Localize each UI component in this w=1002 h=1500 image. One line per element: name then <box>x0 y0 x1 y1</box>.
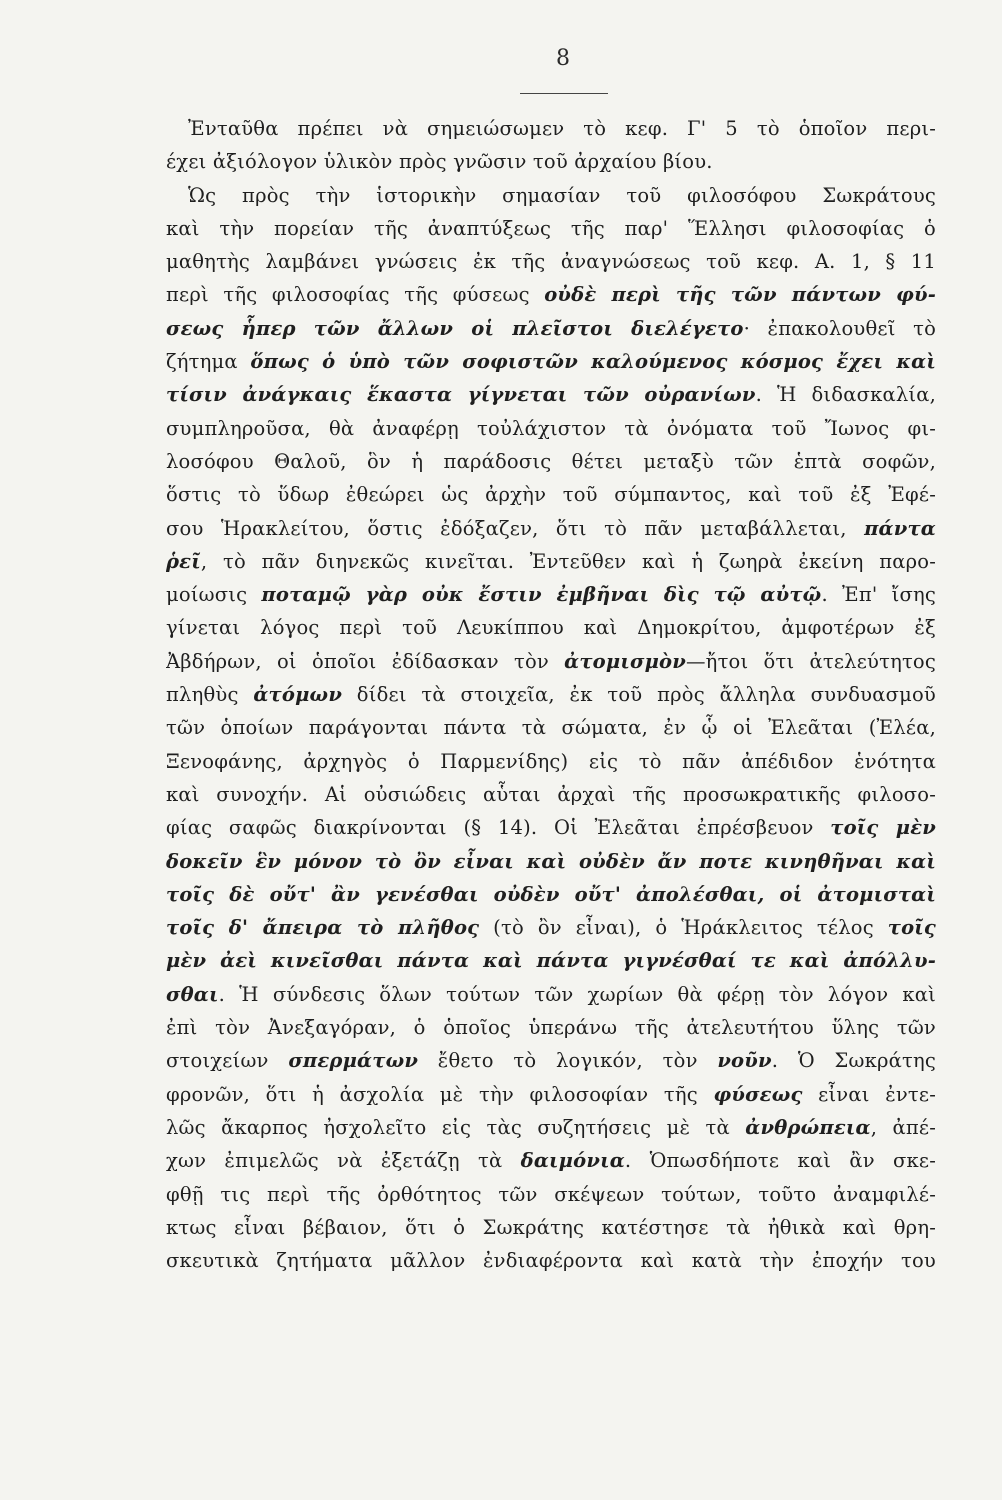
text-line: φθῇ τις περὶ τῆς ὀρθότητος τῶν σκέψεων τούτων, τοῦτο ἀναμφιλέ- <box>166 1182 936 1206</box>
text-line <box>166 545 936 578</box>
text-run: . Ἡ διδασκαλία, <box>755 383 936 407</box>
emphasis-text: τοῖς μὲν <box>830 816 936 840</box>
text-line: καὶ συνοχήν. Αἱ οὐσιώδεις αὗται ἀρχαὶ τῆς προσωκρατικῆς φιλοσο- <box>166 782 936 806</box>
text-line <box>166 645 936 678</box>
text-run: , τὸ πᾶν διηνεκῶς κινεῖται. Ἐντεῦθεν καὶ ἡ ζωηρὰ ἐκείνη παρο- <box>200 549 936 573</box>
emphasis-text: ῥεῖ <box>166 549 201 573</box>
emphasis-text: ἀνθρώπεια <box>745 1115 871 1139</box>
page-number: 8 <box>556 46 570 71</box>
emphasis-text: ἀτόμων <box>253 683 343 707</box>
text-run: ἔθετο τὸ λογικόν, τὸν <box>418 1049 718 1073</box>
text-line: λοσόφου Θαλοῦ, ὃν ἡ παράδοσις θέτει μεταξὺ τῶν ἑπτὰ σοφῶν, <box>166 449 936 473</box>
text-run: σου Ἡρακλείτου, ὅστις ἐδόξαζεν, ὅτι τὸ πᾶν μεταβάλλεται, <box>166 516 865 540</box>
emphasis-text: τοῖς δὲ οὔτ' ἂν γενέσθαι οὐδὲν οὔτ' ἀπολέσθαι, οἱ ἀτομισταὶ <box>166 882 936 906</box>
text-run: εἶναι ἐντε- <box>802 1082 936 1106</box>
text-run: · ἐπακολουθεῖ τὸ <box>743 316 936 340</box>
text-line <box>166 378 936 411</box>
text-line <box>166 278 936 311</box>
text-run: φίας σαφῶς διακρίνονται (§ 14). Οἱ Ἐλεᾶται ἐπρέσβευον <box>166 816 831 840</box>
text-line <box>166 911 936 944</box>
emphasis-text: τοῖς δ' ἄπειρα τὸ πλῆθος <box>166 916 480 940</box>
text-line: έχει ἀξιόλογον ὑλικὸν πρὸς γνῶσιν τοῦ ἀρχαίου βίου. <box>166 150 713 174</box>
text-line <box>166 978 936 1011</box>
text-line <box>166 512 936 545</box>
text-run: δίδει τὰ στοιχεῖα, ἐκ τοῦ πρὸς ἄλληλα συνδυασμοῦ <box>342 683 936 707</box>
text-run: . Ὁπωσδήποτε καὶ ἂν σκε- <box>624 1149 936 1173</box>
text-line <box>166 578 936 611</box>
emphasis-text: φύσεως <box>713 1082 803 1106</box>
text-line: κτως εἶναι βέβαιον, ὅτι ὁ Σωκράτης κατέστησε τὰ ἠθικὰ καὶ θρη- <box>166 1215 936 1239</box>
emphasis-text: σθαι <box>166 982 219 1006</box>
text-line <box>166 1044 936 1077</box>
text-line: συμπληροῦσα, θὰ ἀναφέρῃ τοὐλάχιστον τὰ ὀνόματα τοῦ Ἴωνος φι- <box>166 416 936 440</box>
text-run: μοίωσις <box>166 583 262 607</box>
text-line <box>166 678 936 711</box>
text-run: (τὸ ὂν εἶναι), ὁ Ἡράκλειτος τέλος <box>479 916 888 940</box>
text-line: μαθητὴς λαμβάνει γνώσεις ἐκ τῆς ἀναγνώσεως τοῦ κεφ. Α. 1, § 11 <box>166 250 936 274</box>
text-run: Ἀβδήρων, οἱ ὁποῖοι ἐδίδασκαν τὸν <box>166 649 565 673</box>
text-line: ἐπὶ τὸν Ἀνεξαγόραν, ὁ ὁποῖος ὑπεράνω τῆς ἀτελευτήτου ὕλης τῶν <box>166 1016 936 1040</box>
text-run: . Ὁ Σωκράτης <box>771 1049 936 1073</box>
text-run: φρονῶν, ὅτι ἡ ἀσχολία μὲ τὴν φιλοσοφίαν τῆς <box>166 1082 714 1106</box>
emphasis-text: τίσιν ἀνάγκαις ἕκαστα γίγνεται τῶν οὐρανίων <box>166 383 756 407</box>
text-line: καὶ τὴν πορείαν τῆς ἀναπτύξεως τῆς παρ' Ἕλλησι φιλοσοφίας ὁ <box>166 216 936 240</box>
emphasis-text: ἀτομισμὸν <box>564 649 686 673</box>
page-number-rule <box>520 93 608 94</box>
text-run: , ἀπέ- <box>870 1115 936 1139</box>
text-line <box>166 944 936 977</box>
text-line <box>166 1111 936 1144</box>
text-line <box>166 345 936 378</box>
text-line: ὅστις τὸ ὕδωρ ἐθεώρει ὡς ἀρχὴν τοῦ σύμπαντος, καὶ τοῦ ἐξ Ἐφέ- <box>166 483 936 507</box>
text-line <box>166 1078 936 1111</box>
emphasis-text: οὐδὲ περὶ τῆς τῶν πάντων φύ- <box>544 283 936 307</box>
emphasis-text: ὅπως ὁ ὑπὸ τῶν σοφιστῶν καλούμενος κόσμος ἔχει καὶ <box>250 350 936 374</box>
text-line: Ἐνταῦθα πρέπει νὰ σημειώσωμεν τὸ κεφ. Γ' 5 τὸ ὁποῖον περι- <box>188 117 936 140</box>
emphasis-text: μὲν ἀεὶ κινεῖσθαι πάντα καὶ πάντα γιγνέσθαί τε καὶ ἀπόλλυ- <box>166 949 936 973</box>
text-line <box>166 878 936 911</box>
text-run: ζήτημα <box>166 350 251 374</box>
text-line: Ξενοφάνης, ἀρχηγὸς ὁ Παρμενίδης) εἰς τὸ πᾶν ἀπέδιδον ἑνότητα <box>166 749 936 773</box>
body-text <box>166 112 936 1277</box>
text-line <box>166 312 936 345</box>
text-run: —ἤτοι ὅτι ἀτελεύτητος <box>685 649 936 673</box>
text-line <box>166 811 936 844</box>
emphasis-text: πάντα <box>864 516 936 540</box>
text-line <box>166 1144 936 1177</box>
text-run: χων ἐπιμελῶς νὰ ἐξετάζῃ τὰ <box>166 1149 521 1173</box>
text-line <box>166 845 936 878</box>
emphasis-text: ποταμῷ γὰρ οὐκ ἔστιν ἐμβῆναι δὶς τῷ αὐτῷ <box>261 583 822 607</box>
text-line: τῶν ὁποίων παράγονται πάντα τὰ σώματα, ἐν ᾧ οἱ Ἐλεᾶται (Ἐλέα, <box>166 716 936 740</box>
text-line: σκευτικὰ ζητήματα μᾶλλον ἐνδιαφέροντα καὶ κατὰ τὴν ἐποχήν του <box>166 1249 936 1273</box>
text-run: περὶ τῆς φιλοσοφίας τῆς φύσεως <box>166 283 545 307</box>
text-line: Ὡς πρὸς τὴν ἱστορικὴν σημασίαν τοῦ φιλοσόφου Σωκράτους <box>188 183 936 207</box>
text-run: στοιχείων <box>166 1049 289 1073</box>
emphasis-text: τοῖς <box>887 916 936 940</box>
emphasis-text: δαιμόνια <box>520 1149 625 1173</box>
text-run: . Ἐπ' ἴσης <box>821 583 936 607</box>
text-run: λῶς ἄκαρπος ἠσχολεῖτο εἰς τὰς συζητήσεις μὲ τὰ <box>166 1115 746 1139</box>
text-line: γίνεται λόγος περὶ τοῦ Λευκίππου καὶ Δημοκρίτου, ἀμφοτέρων ἐξ <box>166 616 936 640</box>
emphasis-text: σπερμάτων <box>288 1049 419 1073</box>
emphasis-text: σεως ἧπερ τῶν ἄλλων οἱ πλεῖστοι διελέγετο <box>166 316 744 340</box>
emphasis-text: νοῦν <box>717 1049 772 1073</box>
text-run: . Ἡ σύνδεσις ὅλων τούτων τῶν χωρίων θὰ φέρῃ τὸν λόγον καὶ <box>218 982 936 1006</box>
emphasis-text: δοκεῖν ἓν μόνον τὸ ὂν εἶναι καὶ οὐδὲν ἄν ποτε κινηθῆναι καὶ <box>166 849 936 873</box>
text-run: πληθὺς <box>166 683 254 707</box>
